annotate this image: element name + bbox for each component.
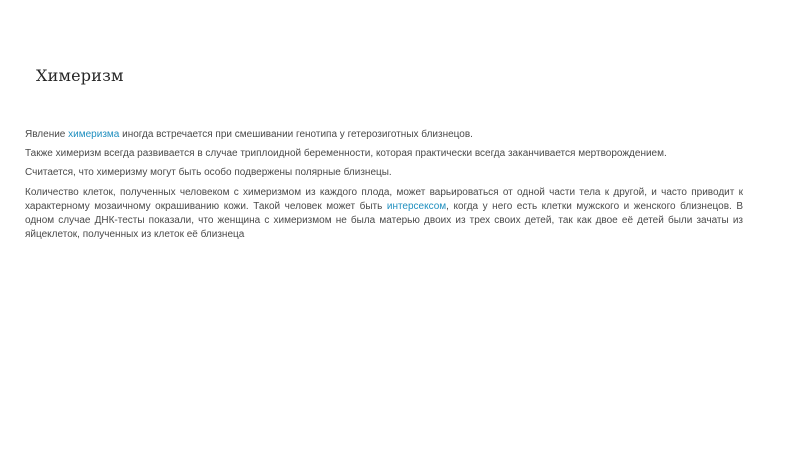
paragraph-1-text-after: иногда встречается при смешивании генотипа у гетерозиготных близнецов. xyxy=(119,129,473,140)
paragraph-4-text-after: , когда у него есть клетки мужского и женского близнецов. В одном случае ДНК-тесты показали, что женщина с химеризмом не была матерью двоих из трех своих детей, так как двое её детей были зачаты из яйцеклеток, полученных из клеток её близнеца xyxy=(25,201,743,240)
paragraph-4-text-before: Количество клеток, полученных человеком с химеризмом из каждого плода, может варьироваться от одной части тела к другой, и часто приводит к характерному мозаичному окрашиванию кожи. Такой человек может быть xyxy=(25,187,743,212)
paragraph-1-text-before: Явление xyxy=(25,129,69,140)
paragraph-1 xyxy=(25,128,743,142)
slide-body xyxy=(25,128,743,247)
slide-title: Химеризм xyxy=(36,66,124,85)
paragraph-2: Также химеризм всегда развивается в случае триплоидной беременности, которая практически всегда заканчивается мертворождением. xyxy=(25,148,667,159)
paragraph-4 xyxy=(25,186,743,242)
intersex-link[interactable]: интерсексом xyxy=(386,201,447,212)
chimerism-link[interactable]: химеризма xyxy=(68,129,120,140)
paragraph-3: Считается, что химеризму могут быть особо подвержены полярные близнецы. xyxy=(25,167,392,178)
